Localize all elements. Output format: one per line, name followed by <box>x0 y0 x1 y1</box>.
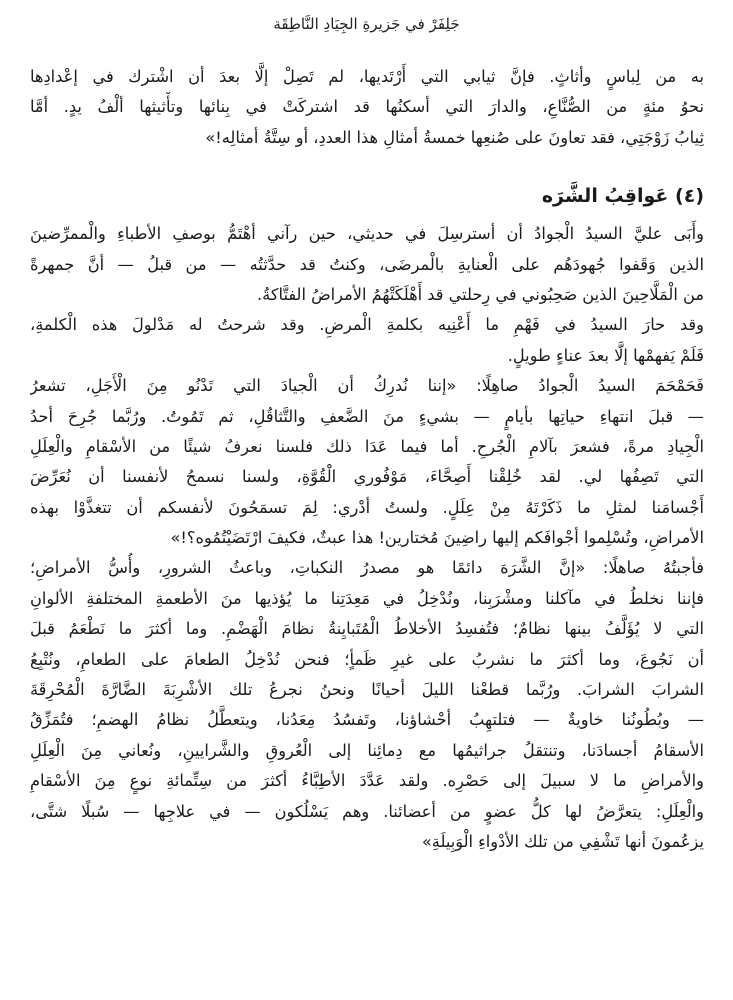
text-line: فَلَمْ يَفهمْها إلَّا بعدَ عناءٍ طويلٍ. <box>507 345 704 365</box>
text-line: أَجْسامَنا لمثلِ ما ذَكَرْتَهُ مِنْ عِلَلٍ. ولستُ أدْري: لِمَ تسمَحُونَ لأنفسكم أن تتغذَّوْا بهذه <box>30 497 704 517</box>
text-line: — قبلَ انتهاءِ حياتِها بأيامٍ — بشيءٍ منَ الضَّعفِ والتَّثاقُلِ، ثم تَمُوتُ. ورُبَّما جُرِحَ أحدُ <box>30 406 704 426</box>
text-line: فإننا نخلطُ في مآكلنا ومشْرَبِنا، ونُدْخِلُ في مَعِدَتِنا ما يُؤذيها منَ الأطعمةِ المختلفةِ الألوانِ <box>30 588 704 608</box>
text-line: الأمراضِ، وتُسْلِموا أجْوافَكم إليها راضِينَ مُختارين! هذا عبثٌ، فكيفَ ارْتَضَيْتُمُوه؟!» <box>170 528 704 548</box>
text-line: وقد حارَ السيدُ في فَهْمِ ما أَعْنِيه بكلمةِ الْمرضِ. وقد شرحتُ له مَدْلولَ هذه الْكلمةِ، <box>30 315 704 335</box>
paragraph <box>30 371 704 553</box>
paragraph <box>30 62 704 153</box>
text-line: الشرابَ الشرابَ. ورُبَّما قطعْنا الليلَ أحيانًا ونحنُ نجرعُ تلك الأشْرِبَةَ الضَّارَّةَ الْمُحْرِقَةَ <box>30 680 704 700</box>
running-header: جَلِفَرْ في جَزيرةِ الجِيَادِ النَّاطِقَة <box>273 15 460 33</box>
text-line: والْعِلَلِ: يتعرَّضُ لها كلُّ عضوٍ من أعضائنا. وهم يَسْلُكون — في علاجِها — سُبلًا شتَّى، <box>30 801 704 821</box>
paragraph <box>30 553 704 857</box>
paragraph <box>30 219 704 310</box>
text-line: الذين وَقَفوا جُهودَهُم على الْعنايةِ بالْمرضَى، وكنتُ قد حدَّثتُه — من قبلُ — أنَّ جمهرةً <box>30 254 704 274</box>
page-body <box>30 62 704 857</box>
text-line: — وبُطُونُنا خاويةٌ — فتلتهِبُ أحْشاؤنا، وتَفسُدُ مِعَدُنا، ويتعطَّلُ نظامُ الهضمِ؛ فتُمَزِّقُ <box>30 710 704 730</box>
text-line: يزعُمونَ أنها تَشْفِي من تلك الأدْواءِ الْوَبِيلَةِ» <box>421 831 704 851</box>
section-heading: (٤) عَواقِبُ الشَّرَه <box>541 185 704 208</box>
text-line: من الْمَلَّاحِينَ الذين صَحِبُوني في رِحلتي قد أَهْلَكَتْهُمُ الأمراضُ الفتَّاكةُ. <box>257 284 704 304</box>
text-line: التي تَصِفُها لي. لقد خُلِقْنا أَصِحَّاءَ، مَوْفُوري الْقُوَّةِ، ولسنا نسمحُ لأنفسنا أن نُعَرِّضَ <box>30 467 704 487</box>
text-line: نحوُ مئةٍ من الصُّنَّاعِ، والدارَ التي أسكنُها قد اشتركَتْ في بِنائها وتأْثيثها ألْفُ يدٍ. أمَّا <box>30 97 704 117</box>
text-line: ثِيابُ زَوْجَتِي، فقد تعاونَ على صُنعِها خمسةُ أمثالِ هذا العددِ، أو سِتَّةُ أمثالِه!» <box>205 127 704 147</box>
text-line: التي لا يُؤَلَّفُ بينها نظامٌ؛ فتُفسِدُ الأخلاطُ الْمُتَبايِنةُ نظامَ الْهَضْمِ. وما أكثرَ ما نَطْعَمُ قبلَ <box>30 619 704 639</box>
text-line: والأمراضِ ما لا سبيلَ إلى حَصْرِه. ولقد عَدَّدَ الأطِبَّاءُ أكثرَ من سِتِّمائةِ نوعٍ مِنَ الأسْقامِ <box>30 771 704 791</box>
paragraph <box>30 310 704 371</box>
text-line: وأَبَى عليَّ السيدُ الْجوادُ أن أسترسِلَ في حديثي، حين رآني أهْتَمُّ بوصفِ الأطباءِ والْممرِّضينَ <box>30 224 704 244</box>
text-line: الْجِيادِ مرةً، فشعرَ بآلامِ الْجُرحِ. أما فيما عَدَا ذلك فلسنا نعرفُ شيئًا من الأسْقامِ والْعِلَلِ <box>30 436 704 456</box>
text-line: به من لِباسٍ وأثاثٍ. فإنَّ ثيابي التي أَرْتَديها، لم تَصِلْ إلَّا بعدَ أن اشْترك في إعْدادِها <box>30 67 704 86</box>
text-line: أن نَجُوعَ، وما أكثرَ ما نشربُ على غيرِ ظَمأٍ؛ فنحن نُدْخِلُ الطعامَ على الطعامِ، ونُتْبِعُ <box>30 649 704 669</box>
text-line: فأجبتُهُ صاهلًا: «إنَّ الشَّرَهَ دائمًا هو مصدرُ النكباتِ، وباعثُ الشرورِ، وأُسُّ الأمراضِ؛ <box>30 558 704 578</box>
text-line: الأسقامُ أجسادَنا، وتنتقلُ جراثيمُها مع دِمائِنا إلى الْعُروقِ والشَّرايينِ، ونُعاني مِنَ الْعِلَلِ <box>30 740 704 760</box>
text-line: فَحَمْحَمَ السيدُ الْجوادُ صاهِلًا: «إننا نُدرِكُ أن الْجيادَ التي تَدْنُو مِنَ الْأَجَلِ، تشعرُ <box>30 376 704 396</box>
